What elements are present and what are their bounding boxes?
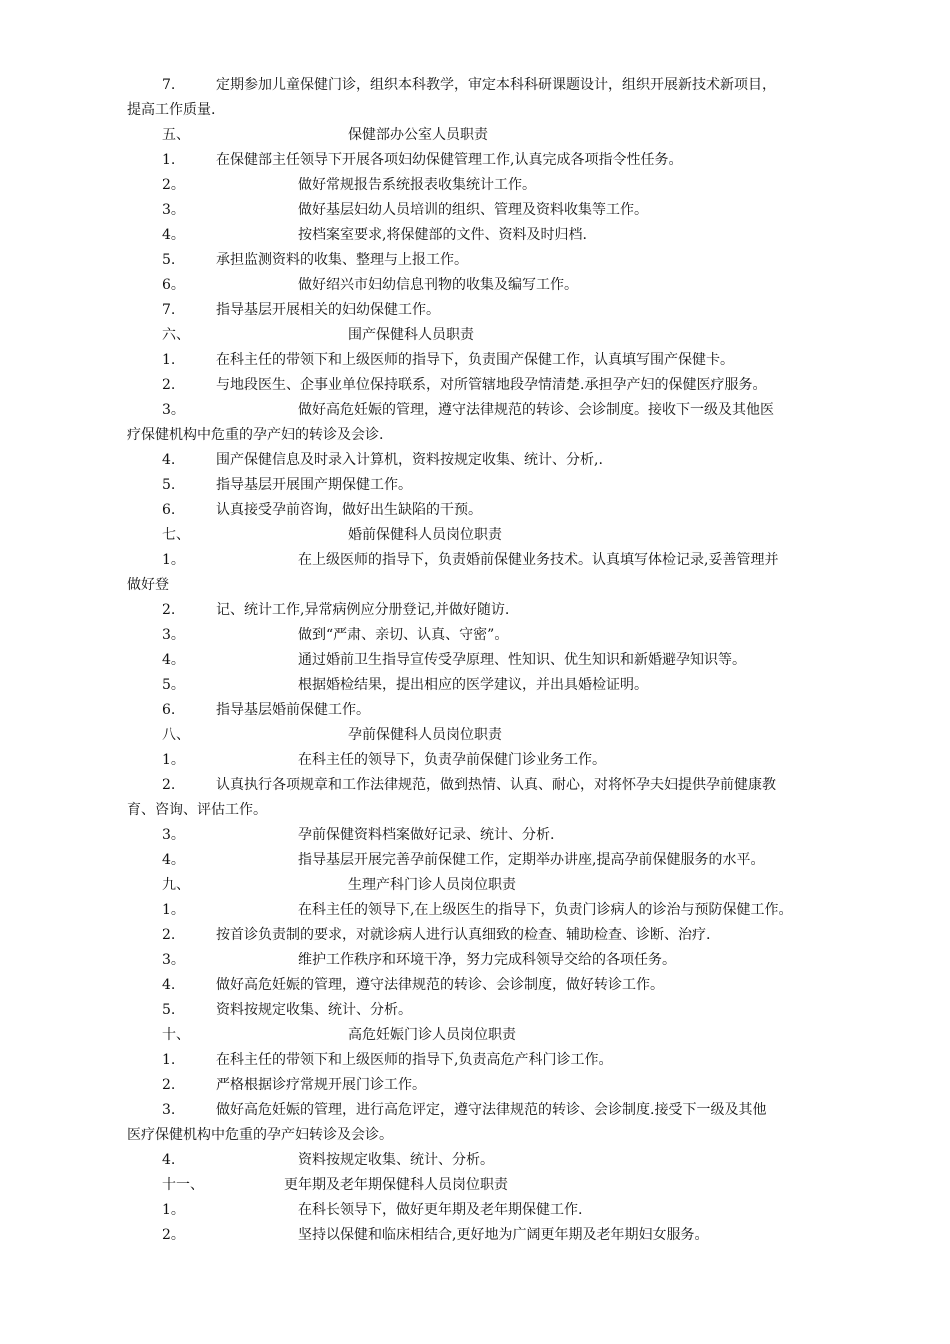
item-number: 7. [162,302,176,318]
section-number: 五、 [162,127,190,143]
item-number: 3。 [162,827,185,843]
item-text: 做好基层妇幼人员培训的组织、管理及资料收集等工作。 [298,202,648,218]
section-number: 十、 [162,1027,190,1043]
item-number: 2。 [162,1227,185,1243]
item-number: 2. [162,377,176,393]
item-text: 做好常规报告系统报表收集统计工作。 [298,177,536,193]
item-text: 资料按规定收集、统计、分析。 [298,1152,494,1168]
item-text: 在科主任的领导下,在上级医生的指导下，负责门诊病人的诊治与预防保健工作。 [298,902,793,918]
item-text: 围产保健信息及时录入计算机，资料按规定收集、统计、分析,. [216,452,603,468]
item-number: 6. [162,702,176,718]
item-number: 3。 [162,627,185,643]
item-text: 按首诊负责制的要求，对就诊病人进行认真细致的检查、辅助检查、诊断、治疗. [216,927,711,943]
item-number: 1。 [162,552,185,568]
item-text-continuation: 提高工作质量. [127,102,216,118]
item-text: 孕前保健资料档案做好记录、统计、分析. [298,827,555,843]
item-number: 5. [162,252,176,268]
item-text: 在科主任的领导下，负责孕前保健门诊业务工作。 [298,752,606,768]
item-number: 5。 [162,677,185,693]
section-number: 七、 [162,527,190,543]
item-number: 1. [162,152,176,168]
item-text: 在科主任的带领下和上级医师的指导下，负责围产保健工作，认真填写围产保健卡。 [216,352,734,368]
item-text: 根据婚检结果，提出相应的医学建议，并出具婚检证明。 [298,677,648,693]
item-text: 做好高危妊娠的管理，遵守法律规范的转诊、会诊制度，做好转诊工作。 [216,977,664,993]
item-text: 认真接受孕前咨询，做好出生缺陷的干预。 [216,502,482,518]
item-number: 3。 [162,202,185,218]
item-number: 3。 [162,952,185,968]
section-title: 保健部办公室人员职责 [348,127,488,143]
item-text: 在上级医师的指导下，负责婚前保健业务技术。认真填写体检记录,妥善管理并 [298,552,779,568]
item-text-continuation: 做好登 [127,577,169,593]
item-number: 4。 [162,852,185,868]
item-text: 维护工作秩序和环境干净，努力完成科领导交给的各项任务。 [298,952,676,968]
section-title: 生理产科门诊人员岗位职责 [348,877,516,893]
item-text: 指导基层开展完善孕前保健工作，定期举办讲座,提高孕前保健服务的水平。 [298,852,765,868]
item-text: 指导基层婚前保健工作。 [216,702,370,718]
section-title: 围产保健科人员职责 [348,327,474,343]
item-text: 做到“严肃、亲切、认真、守密”。 [298,627,509,643]
item-number: 6。 [162,277,185,293]
item-text: 指导基层开展相关的妇幼保健工作。 [216,302,440,318]
section-number: 九、 [162,877,190,893]
item-number: 4. [162,977,176,993]
item-text: 在科主任的带领下和上级医师的指导下,负责高危产科门诊工作。 [216,1052,613,1068]
item-number: 2. [162,927,176,943]
item-text: 记、统计工作,异常病例应分册登记,并做好随访. [216,602,510,618]
item-number: 4. [162,1152,176,1168]
item-number: 1. [162,352,176,368]
item-text: 资料按规定收集、统计、分析。 [216,1002,412,1018]
item-text: 严格根据诊疗常规开展门诊工作。 [216,1077,426,1093]
item-text: 定期参加儿童保健门诊，组织本科教学，审定本科科研课题设计，组织开展新技术新项目， [216,77,776,93]
item-text: 在科长领导下，做好更年期及老年期保健工作. [298,1202,583,1218]
item-number: 2。 [162,177,185,193]
section-title: 更年期及老年期保健科人员岗位职责 [284,1177,508,1193]
item-number: 5. [162,477,176,493]
section-title: 婚前保健科人员岗位职责 [348,527,502,543]
item-number: 1。 [162,752,185,768]
item-text: 按档案室要求,将保健部的文件、资料及时归档. [298,227,587,243]
item-number: 2. [162,777,176,793]
item-text-continuation: 医疗保健机构中危重的孕产妇转诊及会诊。 [127,1127,393,1143]
item-number: 3。 [162,402,185,418]
item-number: 4。 [162,227,185,243]
item-text: 做好绍兴市妇幼信息刊物的收集及编写工作。 [298,277,578,293]
item-text: 承担监测资料的收集、整理与上报工作。 [216,252,468,268]
item-text: 通过婚前卫生指导宣传受孕原理、性知识、优生知识和新婚避孕知识等。 [298,652,746,668]
item-text: 指导基层开展围产期保健工作。 [216,477,412,493]
item-number: 4. [162,452,176,468]
item-number: 2. [162,1077,176,1093]
item-text: 与地段医生、企事业单位保持联系，对所管辖地段孕情清楚.承担孕产妇的保健医疗服务。 [216,377,767,393]
item-number: 1。 [162,1202,185,1218]
item-text: 坚持以保健和临床相结合,更好地为广阔更年期及老年期妇女服务。 [298,1227,709,1243]
section-number: 六、 [162,327,190,343]
section-number: 八、 [162,727,190,743]
item-number: 7. [162,77,176,93]
section-title: 孕前保健科人员岗位职责 [348,727,502,743]
item-number: 3. [162,1102,176,1118]
item-number: 1. [162,1052,176,1068]
section-number: 十一、 [162,1177,204,1193]
item-number: 6. [162,502,176,518]
item-text: 做好高危妊娠的管理，遵守法律规范的转诊、会诊制度。接收下一级及其他医 [298,402,774,418]
item-number: 4。 [162,652,185,668]
item-text-continuation: 育、咨询、评估工作。 [127,802,267,818]
item-number: 1。 [162,902,185,918]
item-number: 2. [162,602,176,618]
item-number: 5. [162,1002,176,1018]
item-text: 认真执行各项规章和工作法律规范，做到热情、认真、耐心，对将怀孕夫妇提供孕前健康教 [216,777,776,793]
item-text: 做好高危妊娠的管理，进行高危评定，遵守法律规范的转诊、会诊制度.接受下一级及其他 [216,1102,767,1118]
section-title: 高危妊娠门诊人员岗位职责 [348,1027,516,1043]
item-text: 在保健部主任领导下开展各项妇幼保健管理工作,认真完成各项指令性任务。 [216,152,683,168]
item-text-continuation: 疗保健机构中危重的孕产妇的转诊及会诊. [127,427,384,443]
